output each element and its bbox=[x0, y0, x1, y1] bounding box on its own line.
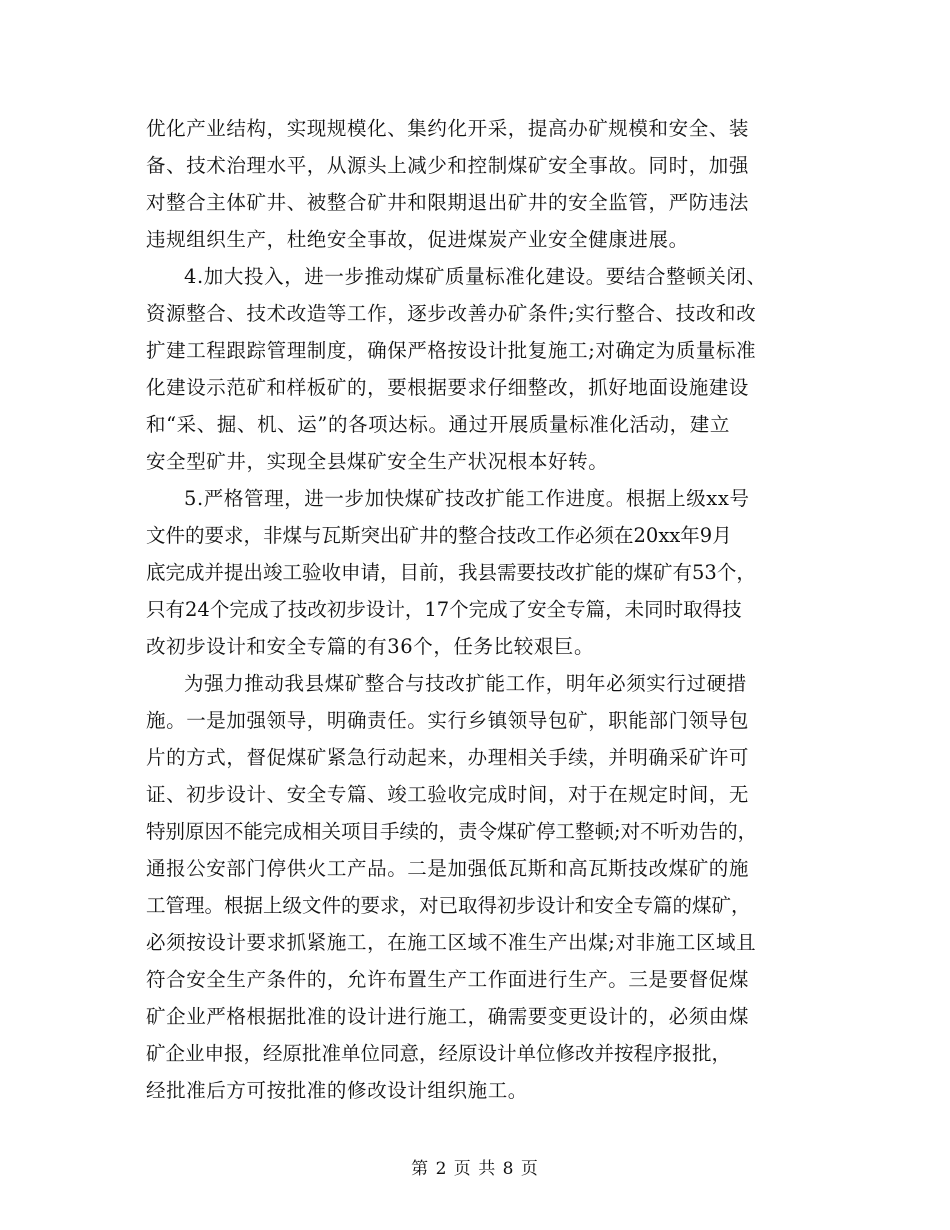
text-line: 必须按设计要求抓紧施工，在施工区域不准生产出煤;对非施工区域且 bbox=[146, 931, 757, 954]
paragraph-item-4 bbox=[146, 258, 818, 480]
text-line: 工管理。根据上级文件的要求，对已取得初步设计和安全专篇的煤矿， bbox=[146, 894, 751, 917]
text-line: 改初步设计和安全专篇的有36个，任务比较艰巨。 bbox=[146, 635, 595, 658]
text-line: 对整合主体矿井、被整合矿井和限期退出矿井的安全监管，严防违法 bbox=[146, 191, 750, 214]
paragraph-item-5 bbox=[146, 480, 818, 665]
text-line: 资源整合、技术改造等工作，逐步改善办矿条件;实行整合、技改和改 bbox=[146, 302, 757, 325]
text-line: 矿企业申报，经原批准单位同意，经原设计单位修改并按程序报批， bbox=[146, 1042, 732, 1065]
text-line: 5.严格管理，进一步加快煤矿技改扩能工作进度。根据上级xx号 bbox=[184, 487, 750, 510]
text-line: 矿企业严格根据批准的设计进行施工，确需要变更设计的，必须由煤 bbox=[146, 1005, 750, 1028]
text-line: 安全型矿井，实现全县煤矿安全生产状况根本好转。 bbox=[146, 450, 609, 473]
text-line: 只有24个完成了技改初步设计，17个完成了安全专篇，未同时取得技 bbox=[146, 598, 742, 621]
text-line: 底完成并提出竣工验收申请，目前，我县需要技改扩能的煤矿有53个， bbox=[146, 561, 756, 584]
text-line: 文件的要求，非煤与瓦斯突出矿井的整合技改工作必须在20xx年9月 bbox=[146, 524, 732, 547]
text-line: 化建设示范矿和样板矿的，要根据要求仔细整改，抓好地面设施建设 bbox=[146, 376, 750, 399]
text-line: 和“采、掘、机、运”的各项达标。通过开展质量标准化活动，建立 bbox=[146, 413, 730, 436]
page-number-footer: 第 2 页 共 8 页 bbox=[411, 1159, 539, 1179]
text-line: 经批准后方可按批准的修改设计组织施工。 bbox=[146, 1079, 528, 1102]
text-line: 4.加大投入，进一步推动煤矿质量标准化建设。要结合整顿关闭、 bbox=[184, 265, 767, 288]
text-line: 优化产业结构，实现规模化、集约化开采，提高办矿规模和安全、装 bbox=[146, 117, 750, 140]
text-line: 符合安全生产条件的，允许布置生产工作面进行生产。三是要督促煤 bbox=[146, 968, 750, 991]
text-line: 违规组织生产，杜绝安全事故，促进煤炭产业安全健康进展。 bbox=[146, 228, 689, 251]
text-line: 证、初步设计、安全专篇、竣工验收完成时间，对于在规定时间，无 bbox=[146, 783, 750, 806]
text-line: 片的方式，督促煤矿紧急行动起来，办理相关手续，并明确采矿许可 bbox=[146, 746, 750, 769]
text-line: 为强力推动我县煤矿整合与技改扩能工作，明年必须实行过硬措 bbox=[184, 672, 747, 695]
text-line: 备、技术治理水平，从源头上减少和控制煤矿安全事故。同时，加强 bbox=[146, 154, 750, 177]
document-body bbox=[146, 110, 818, 1109]
paragraph-continuation bbox=[146, 110, 818, 258]
paragraph-measures bbox=[146, 665, 818, 1109]
text-line: 通报公安部门停供火工产品。二是加强低瓦斯和高瓦斯技改煤矿的施 bbox=[146, 857, 750, 880]
text-line: 扩建工程跟踪管理制度，确保严格按设计批复施工;对确定为质量标准 bbox=[146, 339, 757, 362]
text-line: 施。一是加强领导，明确责任。实行乡镇领导包矿，职能部门领导包 bbox=[146, 709, 750, 732]
text-line: 特别原因不能完成相关项目手续的，责令煤矿停工整顿;对不听劝告的， bbox=[146, 820, 758, 843]
